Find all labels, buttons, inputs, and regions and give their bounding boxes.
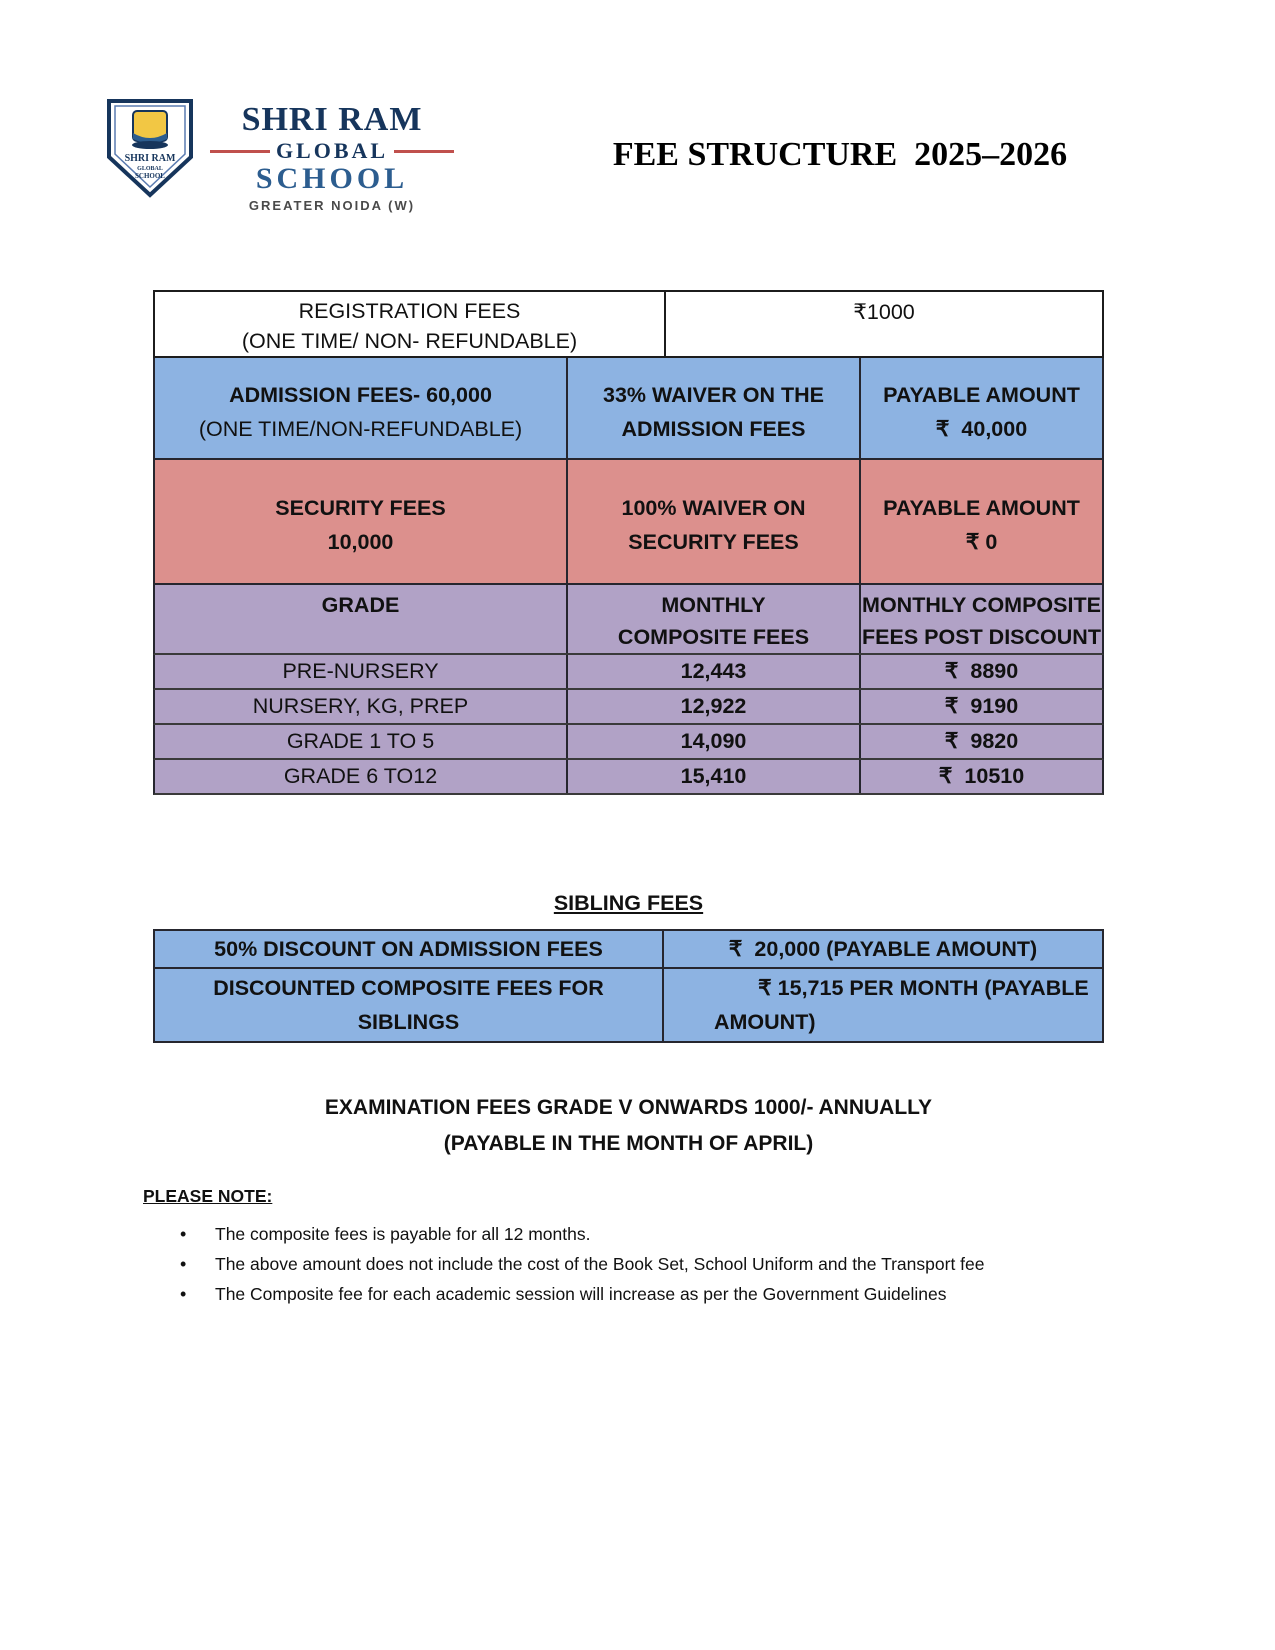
post-discount-fee-cell: [861, 725, 1102, 758]
school-logo-shield-icon: [103, 97, 197, 199]
shield-text-line1: SHRI RAM: [124, 153, 176, 164]
monthly-fee-cell: [568, 690, 861, 723]
post-discount-fee: ₹ 8890: [944, 659, 1019, 683]
grade-header-text: GRADE: [321, 593, 400, 617]
please-note-section: [143, 1186, 1143, 1309]
security-payable: [861, 460, 1102, 583]
post-discount-header-line2: FEES POST DISCOUNT: [862, 625, 1101, 649]
logo-name-global: GLOBAL: [275, 138, 389, 163]
page-title: FEE STRUCTURE 2025–2026: [612, 136, 1068, 173]
grade-table-header-row: [153, 585, 1104, 655]
sibling-composite-line2: SIBLINGS: [357, 1010, 460, 1034]
admission-label-line1: ADMISSION FEES- 60,000: [229, 383, 492, 407]
monthly-fee-cell: [568, 725, 861, 758]
table-row: [153, 725, 1104, 760]
admission-payable: [861, 358, 1102, 458]
post-discount-fee: ₹ 9190: [944, 694, 1019, 718]
sibling-fees-heading: SIBLING FEES: [553, 891, 704, 915]
examination-fees-note: [153, 1090, 1104, 1162]
bullet-icon: [180, 1279, 215, 1309]
sibling-discount-text: 50% DISCOUNT ON ADMISSION FEES: [214, 937, 603, 961]
monthly-fee-cell: [568, 655, 861, 688]
grade-name-cell: [155, 760, 568, 793]
security-payable-line1: PAYABLE AMOUNT: [883, 496, 1080, 520]
admission-payable-line1: PAYABLE AMOUNT: [883, 383, 1080, 407]
registration-label-line2: (ONE TIME/ NON- REFUNDABLE): [241, 329, 578, 353]
grade-name: GRADE 1 TO 5: [286, 729, 435, 753]
security-waiver-line1: 100% WAIVER ON: [621, 496, 806, 520]
sibling-discount-value: [664, 931, 1102, 967]
shield-text-line3: SCHOOL: [135, 172, 165, 180]
list-item: [143, 1249, 1143, 1279]
grade-name: GRADE 6 TO12: [283, 764, 438, 788]
monthly-fee-cell: [568, 760, 861, 793]
monthly-fee: 12,443: [680, 659, 747, 683]
security-fees-row: [153, 460, 1104, 585]
grade-name-cell: [155, 690, 568, 723]
sibling-discount-amount: ₹ 20,000 (PAYABLE AMOUNT): [728, 937, 1038, 961]
monthly-header-line2: COMPOSITE FEES: [617, 625, 810, 649]
registration-fees-row: [153, 290, 1104, 358]
grade-name-cell: [155, 725, 568, 758]
monthly-header-line1: MONTHLY: [661, 593, 766, 617]
logo-name-shri-ram: SHRI RAM: [241, 101, 423, 138]
registration-fees-label: [155, 292, 666, 356]
logo-name-school: SCHOOL: [255, 162, 409, 195]
admission-waiver: [568, 358, 861, 458]
sibling-composite-line1: DISCOUNTED COMPOSITE FEES FOR: [213, 976, 604, 1000]
table-row: [153, 655, 1104, 690]
grade-name: NURSERY, KG, PREP: [252, 694, 469, 718]
logo-location: GREATER NOIDA (W): [248, 198, 416, 213]
shield-text-line2: GLOBAL: [137, 166, 163, 172]
security-waiver-line2: SECURITY FEES: [628, 530, 799, 554]
post-discount-fee-cell: [861, 760, 1102, 793]
list-item: [143, 1219, 1143, 1249]
bullet-icon: [180, 1219, 215, 1249]
school-logo-wordmark: [210, 102, 454, 213]
sibling-composite-amount-line2: AMOUNT): [714, 1010, 816, 1034]
table-row: [155, 969, 1102, 1041]
logo-red-rule-right: [394, 150, 454, 153]
admission-payable-amount: ₹ 40,000: [935, 417, 1028, 441]
examination-note-line1: EXAMINATION FEES GRADE V ONWARDS 1000/- ANNUALLY: [324, 1096, 933, 1119]
post-discount-fee-cell: [861, 655, 1102, 688]
sibling-composite-value: [664, 969, 1102, 1041]
registration-label-line1: REGISTRATION FEES: [298, 299, 521, 323]
grade-column-header: [155, 585, 568, 653]
sibling-composite-amount-line1: ₹ 15,715 PER MONTH (PAYABLE: [758, 976, 1089, 1000]
admission-waiver-line1: 33% WAIVER ON THE: [602, 383, 824, 407]
post-discount-fee: ₹ 10510: [938, 764, 1025, 788]
examination-note-line2: (PAYABLE IN THE MONTH OF APRIL): [443, 1132, 814, 1155]
registration-fees-amount: ₹1000: [853, 300, 915, 324]
table-row: [155, 931, 1102, 969]
monthly-fee: 12,922: [680, 694, 747, 718]
post-discount-fees-header: [861, 585, 1102, 653]
sibling-fees-table: [153, 929, 1104, 1043]
note-text: The above amount does not include the cost of the Book Set, School Uniform and the Transport fee: [215, 1254, 985, 1274]
sibling-discount-label: [155, 931, 664, 967]
monthly-fee: 14,090: [680, 729, 747, 753]
post-discount-fee: ₹ 9820: [944, 729, 1019, 753]
grade-name-cell: [155, 655, 568, 688]
bullet-icon: [180, 1249, 215, 1279]
fee-table: [153, 290, 1104, 795]
monthly-fee: 15,410: [680, 764, 747, 788]
admission-fees-label: [155, 358, 568, 458]
sibling-composite-label: [155, 969, 664, 1041]
security-label-line1: SECURITY FEES: [275, 496, 446, 520]
list-item: [143, 1279, 1143, 1309]
post-discount-header-line1: MONTHLY COMPOSITE: [862, 593, 1101, 617]
note-text: The composite fees is payable for all 12 months.: [215, 1224, 591, 1244]
table-row: [153, 760, 1104, 795]
security-fees-label: [155, 460, 568, 583]
table-row: [153, 690, 1104, 725]
security-label-line2: 10,000: [327, 530, 394, 554]
security-payable-amount: ₹ 0: [965, 530, 998, 554]
monthly-composite-fees-header: [568, 585, 861, 653]
admission-label-line2: (ONE TIME/NON-REFUNDABLE): [198, 417, 523, 441]
grade-name: PRE-NURSERY: [282, 659, 439, 683]
note-text: The Composite fee for each academic session will increase as per the Government Guidelines: [215, 1284, 947, 1304]
admission-waiver-line2: ADMISSION FEES: [621, 417, 806, 441]
admission-fees-row: [153, 358, 1104, 460]
please-note-heading: PLEASE NOTE:: [143, 1186, 273, 1206]
logo-red-rule-left: [210, 150, 270, 153]
please-note-list: [143, 1219, 1143, 1309]
post-discount-fee-cell: [861, 690, 1102, 723]
logo-name-global-row: [210, 139, 454, 163]
security-waiver: [568, 460, 861, 583]
